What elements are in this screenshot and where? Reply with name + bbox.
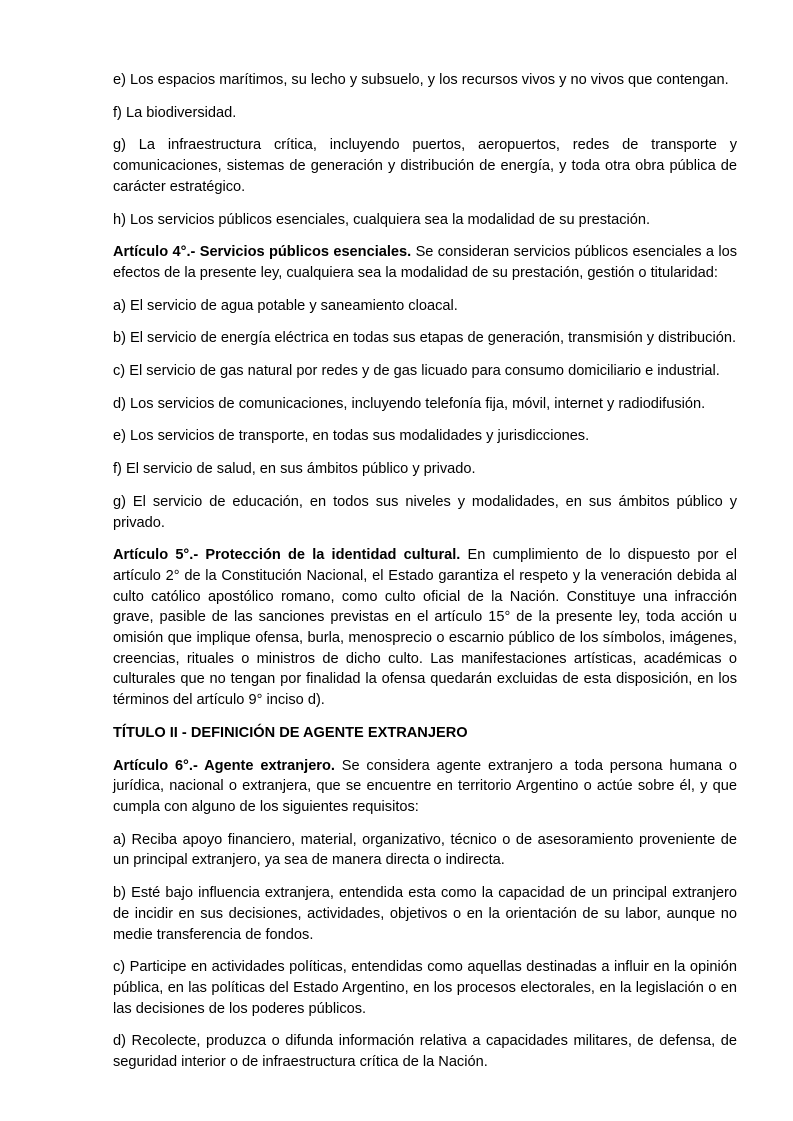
article-heading: Artículo 6°.- Agente extranjero. [113, 757, 335, 774]
article-body: Se consideran servicios públicos esenciales a los efectos de la presente ley, cualquiera sea la modalidad de su prestación, gestión o titularidad: [113, 244, 737, 281]
list-item-f-health [113, 459, 737, 480]
paragraph-h-public-services [113, 210, 737, 231]
paragraph-f-biodiversity [113, 103, 737, 124]
paragraph-text: c) Participe en actividades políticas, entendidas como aquellas destinadas a influir en la opinión pública, en las políticas del Estado Argentino, en los procesos electorales, en la legislación o en las decisiones de los poderes públicos. [113, 959, 737, 1017]
section-title: TÍTULO II - DEFINICIÓN DE AGENTE EXTRANJERO [113, 724, 468, 741]
paragraph-text: e) Los servicios de transporte, en todas sus modalidades y jurisdicciones. [113, 428, 590, 445]
article-heading: Artículo 4°.- Servicios públicos esenciales. [113, 244, 412, 261]
paragraph-text: c) El servicio de gas natural por redes y de gas licuado para consumo domiciliario e industrial. [113, 363, 720, 380]
paragraph-text: b) Esté bajo influencia extranjera, entendida esta como la capacidad de un principal extranjero de incidir en sus decisiones, actividades, objetivos o en la orientación de su labor, aunque no medie transferencia de fondos. [113, 885, 737, 943]
article-6 [113, 756, 737, 818]
article-body: En cumplimiento de lo dispuesto por el artículo 2° de la Constitución Nacional, el Estado garantiza el respeto y la veneración debida al culto católico apostólico romano, como culto oficial de la Nación. Constituye una infracción grave, pasible de las sanciones previstas en el artículo 15° de la presente ley, toda acción u omisión que implique ofensa, burla, menosprecio o escarnio público de los símbolos, imágenes, creencias, rituales o ministros de dicho culto. Las manifestaciones artísticas, académicas o culturales que no tengan por finalidad la ofensa quedarán excluidas de esta disposición, en los términos del artículo 9° inciso d). [113, 547, 737, 709]
list-item-c-political [113, 957, 737, 1019]
document-page [113, 70, 737, 1085]
list-item-c-gas [113, 361, 737, 382]
paragraph-e-maritime [113, 70, 737, 91]
article-5 [113, 545, 737, 711]
paragraph-text: f) La biodiversidad. [113, 104, 237, 121]
paragraph-text: a) Reciba apoyo financiero, material, organizativo, técnico o de asesoramiento proveniente de un principal extranjero, ya sea de manera directa o indirecta. [113, 831, 737, 869]
list-item-e-transport [113, 426, 737, 447]
list-item-a-support [113, 830, 737, 871]
paragraph-text: b) El servicio de energía eléctrica en todas sus etapas de generación, transmisión y distribución. [113, 330, 736, 347]
paragraph-text: d) Los servicios de comunicaciones, incluyendo telefonía fija, móvil, internet y radiodifusión. [113, 395, 706, 412]
list-item-g-education [113, 492, 737, 533]
list-item-b-electricity [113, 328, 737, 349]
paragraph-text: g) El servicio de educación, en todos sus niveles y modalidades, en sus ámbitos público y privado. [113, 493, 737, 531]
article-body: Se considera agente extranjero a toda persona humana o jurídica, nacional o extranjera, que se encuentre en territorio Argentino o actúe sobre él, y que cumpla con alguno de los siguientes requisitos: [113, 757, 737, 815]
paragraph-text: d) Recolecte, produzca o difunda información relativa a capacidades militares, de defensa, de seguridad interior o de infraestructura crítica de la Nación. [113, 1033, 737, 1071]
paragraph-text: g) La infraestructura crítica, incluyendo puertos, aeropuertos, redes de transporte y comunicaciones, sistemas de generación y distribución de energía, y toda otra obra pública de carácter estratégico. [113, 137, 737, 195]
paragraph-g-infrastructure [113, 135, 737, 197]
paragraph-text: a) El servicio de agua potable y saneamiento cloacal. [113, 297, 458, 314]
article-4 [113, 242, 737, 283]
title-ii-heading [113, 723, 737, 744]
paragraph-text: e) Los espacios marítimos, su lecho y subsuelo, y los recursos vivos y no vivos que contengan. [113, 72, 729, 88]
list-item-d-communications [113, 394, 737, 415]
list-item-b-influence [113, 883, 737, 945]
list-item-d-intelligence [113, 1031, 737, 1072]
paragraph-text: f) El servicio de salud, en sus ámbitos público y privado. [113, 461, 476, 478]
article-heading: Artículo 5°.- Protección de la identidad cultural. [113, 547, 461, 564]
list-item-a-water [113, 296, 737, 317]
paragraph-text: h) Los servicios públicos esenciales, cualquiera sea la modalidad de su prestación. [113, 211, 651, 228]
